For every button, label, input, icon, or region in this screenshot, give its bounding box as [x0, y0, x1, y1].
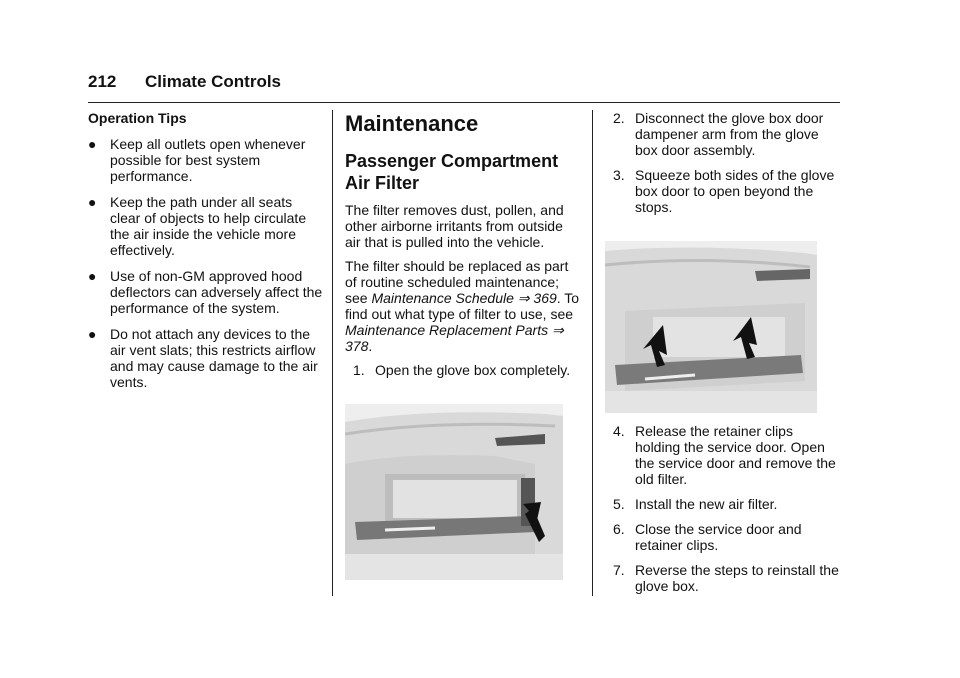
step-number: 1. [353, 362, 365, 378]
step-number: 7. [613, 562, 625, 578]
page-number: 212 [88, 72, 117, 91]
list-item [88, 268, 323, 316]
bullet-icon: ● [88, 326, 97, 342]
list-item [605, 496, 840, 512]
maintenance-schedule-link[interactable]: Maintenance Schedule [371, 290, 514, 306]
page-reference[interactable]: ⇒ 378 [345, 322, 564, 354]
step-text: Install the new air filter. [635, 496, 778, 512]
list-item [88, 326, 323, 390]
step-text: Reverse the steps to reinstall the glove box. [635, 562, 839, 594]
bullet-text: Keep all outlets open whenever possible for best system performance. [110, 136, 306, 184]
glove-box-open-illustration [345, 404, 563, 580]
column-divider [592, 110, 593, 596]
list-item [345, 362, 580, 378]
operation-tips-heading: Operation Tips [88, 110, 187, 126]
list-item [605, 521, 840, 553]
step-number: 6. [613, 521, 625, 537]
page-header [88, 72, 840, 103]
subsection-title: Passenger Compartment Air Filter [345, 151, 559, 193]
list-item [605, 562, 840, 594]
step-number: 5. [613, 496, 625, 512]
step-text: Squeeze both sides of the glove box door to open beyond the stops. [635, 167, 835, 215]
step-text: Close the service door and retainer clips. [635, 521, 802, 553]
step-text: Release the retainer clips holding the service door. Open the service door and remove the old filter. [635, 423, 836, 487]
list-item [605, 423, 840, 487]
bullet-text: Keep the path under all seats clear of objects to help circulate the air inside the vehicle more effectively. [110, 194, 307, 258]
glove-box-stops-illustration [605, 241, 817, 413]
list-item [605, 167, 840, 215]
column-2 [345, 110, 580, 590]
section-title: Maintenance [345, 111, 479, 136]
filter-description: The filter removes dust, pollen, and other airborne irritants from outside air that is pulled into the vehicle. [345, 202, 564, 250]
bullet-icon: ● [88, 268, 97, 284]
list-item [88, 136, 323, 184]
step-text: Disconnect the glove box door dampener arm from the glove box door assembly. [635, 110, 824, 158]
list-item [88, 194, 323, 258]
chapter-title: Climate Controls [145, 72, 282, 91]
replacement-parts-link[interactable]: Maintenance Replacement Parts [345, 322, 549, 338]
bullet-icon: ● [88, 136, 97, 152]
step-number: 4. [613, 423, 625, 439]
bullet-text: Use of non-GM approved hood deflectors can adversely affect the performance of the system. [110, 268, 323, 316]
step-number: 3. [613, 167, 625, 183]
column-3 [605, 110, 840, 603]
page-reference[interactable]: ⇒ 369 [517, 290, 557, 306]
list-item [605, 110, 840, 158]
filter-replacement-paragraph: The filter should be replaced as part of routine scheduled maintenance; see Maintenance Schedule ⇒ 369. To find out what type of filter to use, see Maintenance Replacement Parts ⇒ 378. [345, 258, 580, 354]
column-divider [332, 110, 333, 596]
step-text: Open the glove box completely. [375, 362, 571, 378]
step-number: 2. [613, 110, 625, 126]
bullet-icon: ● [88, 194, 97, 210]
column-1 [88, 110, 323, 400]
bullet-text: Do not attach any devices to the air vent slats; this restricts airflow and may cause damage to the air vents. [110, 326, 318, 390]
